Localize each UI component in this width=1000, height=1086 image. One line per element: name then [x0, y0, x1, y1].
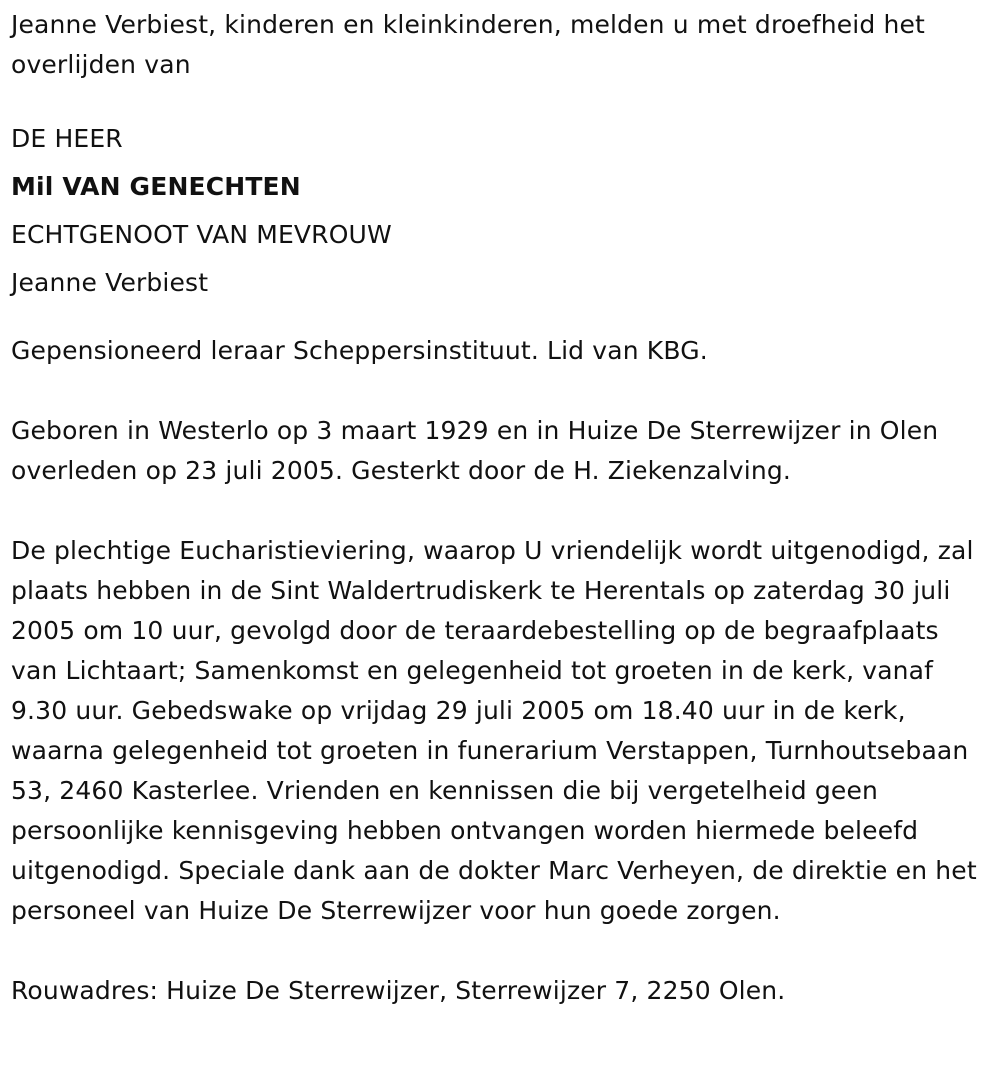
address-text: Rouwadres: Huize De Sterrewijzer, Sterrewijzer 7, 2250 Olen.	[11, 976, 786, 1005]
deceased-name: Mil VAN GENECHTEN	[11, 172, 301, 201]
relation-text: ECHTGENOOT VAN MEVROUW	[11, 220, 392, 249]
intro-text: Jeanne Verbiest, kinderen en kleinkinderen, melden u met droefheid het overlijden van	[11, 10, 925, 79]
title-text: DE HEER	[11, 124, 123, 153]
spouse-name: Jeanne Verbiest	[11, 268, 209, 297]
occupation-text: Gepensioneerd leraar Scheppersinstituut. Lid van KBG.	[11, 336, 708, 365]
death-notice	[11, 0, 993, 1011]
ceremony-text: De plechtige Eucharistieviering, waarop U vriendelijk wordt uitgenodigd, zal plaats hebben in de Sint Waldertrudiskerk te Herentals op zaterdag 30 juli 2005 om 10 uur, gevolgd door de teraardebestelling op de begraafplaats van Lichtaart; Samenkomst en gelegenheid tot groeten in de kerk, vanaf 9.30 uur. Gebedswake op vrijdag 29 juli 2005 om 18.40 uur in de kerk, waarna gelegenheid tot groeten in funerarium Verstappen, Turnhoutsebaan 53, 2460 Kasterlee. Vrienden en kennissen die bij vergetelheid geen persoonlijke kennisgeving hebben ontvangen worden hiermede beleefd uitgenodigd. Speciale dank aan de dokter Marc Verheyen, de direktie en het personeel van Huize De Sterrewijzer voor hun goede zorgen.	[11, 536, 977, 925]
birth-death-text: Geboren in Westerlo op 3 maart 1929 en in Huize De Sterrewijzer in Olen overleden op 23 juli 2005. Gesterkt door de H. Ziekenzalving.	[11, 416, 939, 485]
